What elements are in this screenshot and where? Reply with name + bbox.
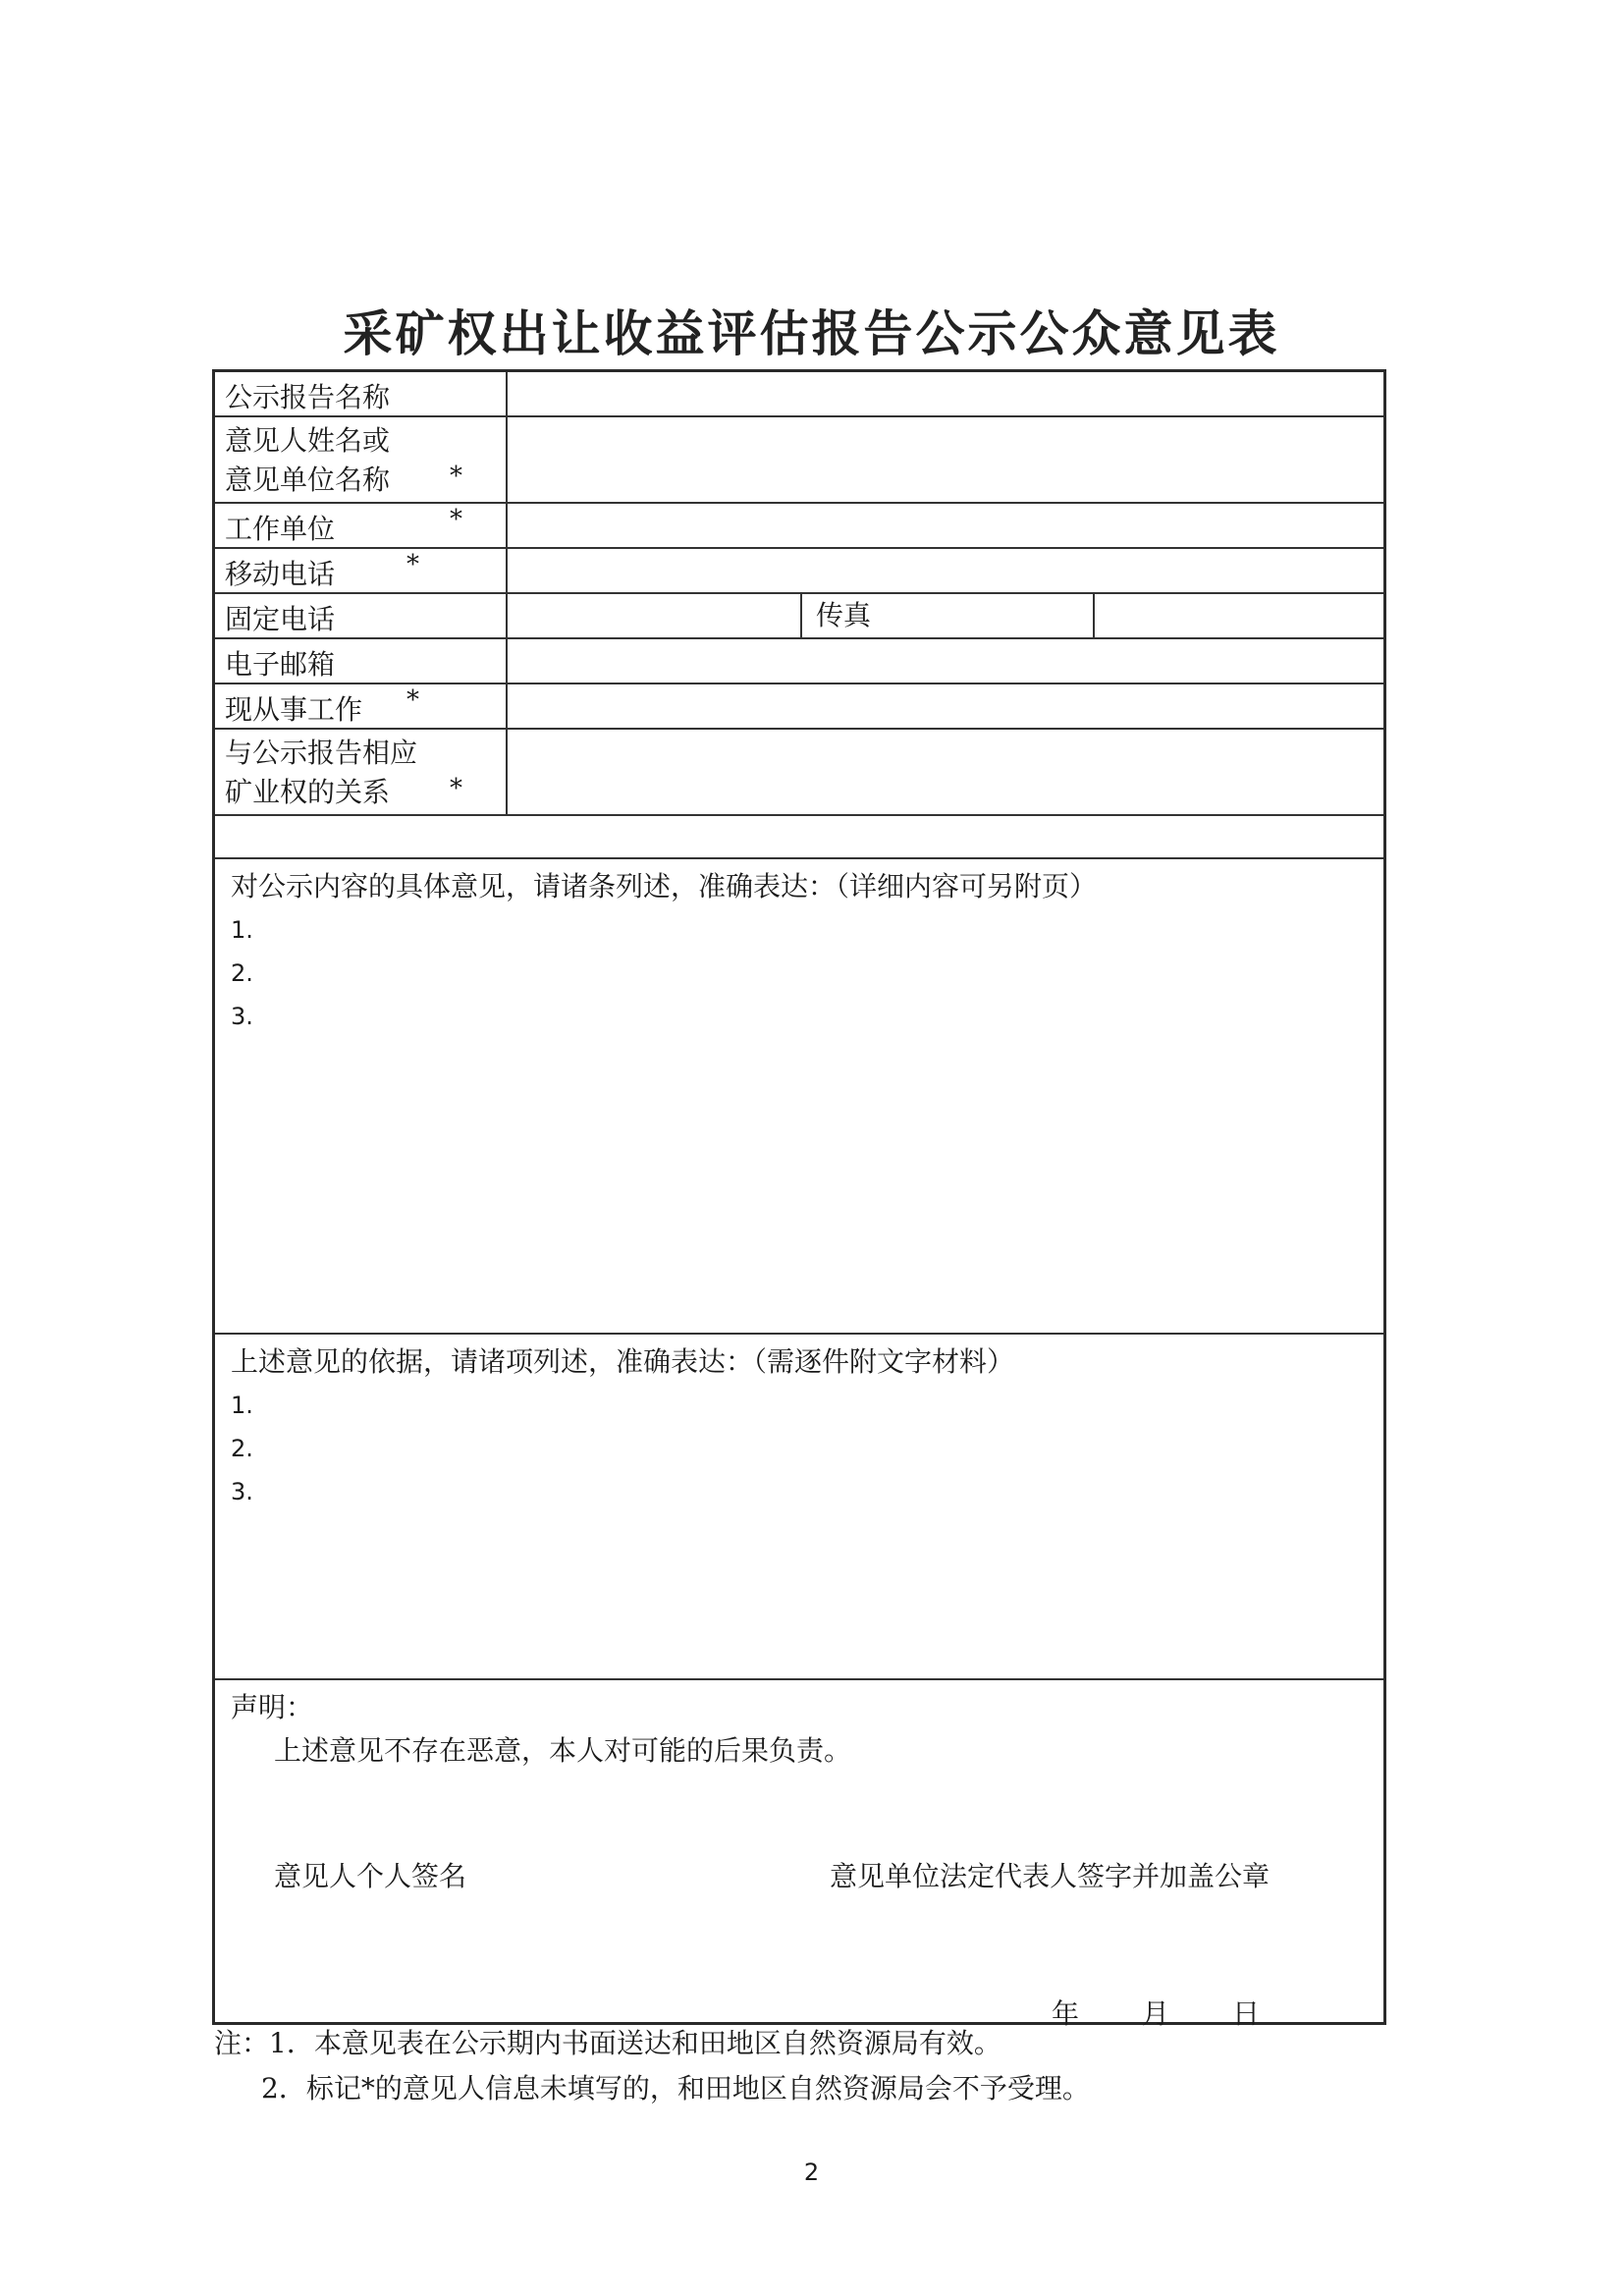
label-text: 现从事工作 — [225, 693, 363, 726]
label-fax: 传真 — [800, 594, 1095, 637]
page-number: 2 — [803, 2159, 820, 2186]
relation-field[interactable] — [508, 730, 1383, 814]
fax-field[interactable] — [1095, 594, 1383, 637]
row-blank — [215, 816, 1383, 859]
opinion-section — [215, 859, 1383, 1335]
list-item: 1. — [231, 916, 253, 944]
mobile-phone-field[interactable] — [508, 549, 1383, 592]
date-day: 日 — [1231, 1997, 1260, 2030]
label-email — [215, 639, 508, 683]
basis-section — [215, 1335, 1383, 1680]
list-item: 3. — [231, 1478, 253, 1505]
label-text: 矿业权的关系 — [225, 776, 391, 808]
declaration-box — [215, 1680, 1383, 2030]
declaration-text: 上述意见不存在恶意，本人对可能的后果负责。 — [274, 1734, 852, 1767]
label-text: 工作单位 — [225, 513, 336, 545]
landline-field[interactable] — [508, 594, 800, 637]
note-line: 注：1．本意见表在公示期内书面送达和田地区自然资源局有效。 — [214, 2027, 1001, 2059]
report-name-field[interactable] — [508, 372, 1383, 415]
opinion-box[interactable] — [215, 859, 1383, 1333]
label-landline — [215, 594, 508, 637]
required-mark: * — [450, 462, 462, 491]
row-opinion-person — [215, 417, 1383, 504]
row-report-name — [215, 372, 1383, 417]
unit-signature-label: 意见单位法定代表人签字并加盖公章 — [829, 1860, 1270, 1892]
label-work-unit — [215, 504, 508, 547]
form-title: 采矿权出让收益评估报告公示公众意见表 — [343, 304, 1280, 362]
label-text: 电子邮箱 — [225, 648, 336, 681]
label-text: 意见单位名称 — [225, 464, 391, 496]
basis-prompt: 上述意见的依据，请诸项列述，准确表达：（需逐件附文字材料） — [231, 1345, 1015, 1378]
row-current-job — [215, 684, 1383, 730]
row-mobile-phone — [215, 549, 1383, 594]
list-item: 2. — [231, 1435, 253, 1462]
declaration-heading: 声明： — [231, 1691, 314, 1723]
label-relation — [215, 730, 508, 814]
email-field[interactable] — [508, 639, 1383, 683]
row-work-unit — [215, 504, 1383, 549]
label-text: 公示报告名称 — [225, 381, 391, 413]
row-relation — [215, 730, 1383, 816]
opinion-prompt: 对公示内容的具体意见，请诸条列述，准确表达：（详细内容可另附页） — [231, 870, 1098, 902]
required-mark: * — [406, 550, 419, 579]
declaration-section — [215, 1680, 1383, 2030]
label-text: 固定电话 — [225, 603, 336, 635]
list-item: 1. — [231, 1392, 253, 1419]
required-mark: * — [406, 685, 419, 715]
row-email — [215, 639, 1383, 684]
list-item: 3. — [231, 1003, 253, 1030]
basis-box[interactable] — [215, 1335, 1383, 1678]
opinion-form — [212, 369, 1386, 2030]
date-month: 月 — [1141, 1997, 1169, 2030]
label-current-job — [215, 684, 508, 728]
list-item: 2. — [231, 959, 253, 987]
label-report-name — [215, 372, 508, 415]
row-landline — [215, 594, 1383, 639]
note-line: 2．标记*的意见人信息未填写的，和田地区自然资源局会不予受理。 — [261, 2072, 1090, 2105]
work-unit-field[interactable] — [508, 504, 1383, 547]
label-text: 意见人姓名或 — [225, 424, 391, 457]
label-opinion-person — [215, 417, 508, 502]
current-job-field[interactable] — [508, 684, 1383, 728]
label-text: 移动电话 — [225, 558, 336, 590]
label-mobile-phone — [215, 549, 508, 592]
opinion-person-field[interactable] — [508, 417, 1383, 502]
signature-row — [231, 1855, 1368, 1898]
required-mark: * — [450, 505, 462, 534]
date-year: 年 — [1051, 1997, 1079, 2030]
personal-signature-label: 意见人个人签名 — [274, 1860, 467, 1892]
label-text: 与公示报告相应 — [225, 737, 418, 769]
required-mark: * — [450, 774, 462, 803]
notes — [214, 2021, 1090, 2111]
